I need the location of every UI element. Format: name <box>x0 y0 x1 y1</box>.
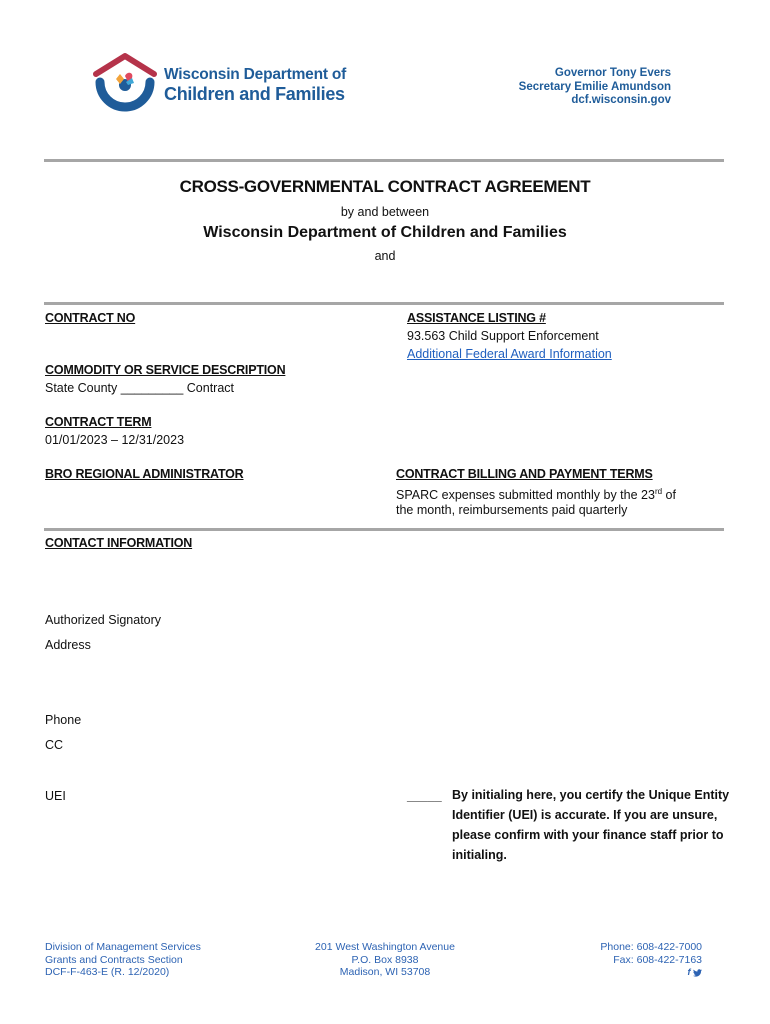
uei-label: UEI <box>45 789 66 803</box>
phone-label: Phone <box>45 713 82 727</box>
billing-terms-line2: the month, reimbursements paid quarterly <box>396 503 628 517</box>
facebook-icon[interactable]: f <box>687 967 691 977</box>
house-logo-icon <box>92 52 162 116</box>
contact-information-label: CONTACT INFORMATION <box>45 536 193 550</box>
billing-terms-of: of <box>662 488 676 503</box>
department-name: Wisconsin Department of Children and Families <box>203 224 567 241</box>
billing-terms-superscript: rd <box>654 487 663 496</box>
commodity-label: COMMODITY OR SERVICE DESCRIPTION <box>45 363 286 377</box>
logo-text-line1: Wisconsin Department of <box>164 66 347 83</box>
logo-text-line2: Children and Families <box>164 84 345 104</box>
contract-no-label: CONTRACT NO <box>45 311 136 325</box>
contract-term-label: CONTRACT TERM <box>45 415 152 429</box>
footer-section: Grants and Contracts Section <box>45 953 183 966</box>
header-divider <box>44 159 724 162</box>
cc-label: CC <box>45 738 64 752</box>
footer-right <box>600 941 702 979</box>
footer-division: Division of Management Services <box>45 941 201 953</box>
federal-award-link[interactable]: Additional Federal Award Information <box>407 347 612 361</box>
and-text: and <box>374 249 396 263</box>
website: dcf.wisconsin.gov <box>571 94 671 107</box>
footer-street: 201 West Washington Avenue <box>315 941 455 953</box>
uei-certification-text: By initialing here, you certify the Unique Entity Identifier (UEI) is accurate. If you are unsure, please confirm with your finance staff prior to initialing. <box>452 788 730 862</box>
billing-terms-text: SPARC expenses submitted monthly by the 23 <box>396 488 655 503</box>
authorized-signatory-label: Authorized Signatory <box>45 613 162 627</box>
section-divider-contact <box>44 528 724 531</box>
by-and-between: by and between <box>340 205 430 219</box>
address-label: Address <box>45 638 91 652</box>
billing-terms-label: CONTRACT BILLING AND PAYMENT TERMS <box>396 467 653 481</box>
footer-form-id: DCF-F-463-E (R. 12/2020) <box>45 966 170 978</box>
officials-block <box>519 67 671 108</box>
secretary-name: Secretary Emilie Amundson <box>518 80 671 93</box>
footer-city: Madison, WI 53708 <box>339 966 431 978</box>
contract-term-value: 01/01/2023 – 12/31/2023 <box>45 433 185 447</box>
footer-phone: Phone: 608-422-7000 <box>600 941 702 953</box>
governor-name: Governor Tony Evers <box>554 67 671 79</box>
footer-po-box: P.O. Box 8938 <box>351 953 419 966</box>
document-title: CROSS-GOVERNMENTAL CONTRACT AGREEMENT <box>179 177 591 196</box>
footer-social <box>600 966 702 979</box>
footer-fax: Fax: 608-422-7163 <box>613 953 702 966</box>
assistance-listing-label: ASSISTANCE LISTING # <box>407 311 546 325</box>
uei-initial-blank[interactable]: _____ <box>407 789 442 803</box>
bro-regional-admin-label: BRO REGIONAL ADMINISTRATOR <box>45 467 244 481</box>
commodity-value: State County _________ Contract <box>45 381 235 395</box>
assistance-listing-value: 93.563 Child Support Enforcement <box>407 329 599 343</box>
twitter-icon[interactable] <box>693 969 702 977</box>
section-divider-top <box>44 302 724 305</box>
